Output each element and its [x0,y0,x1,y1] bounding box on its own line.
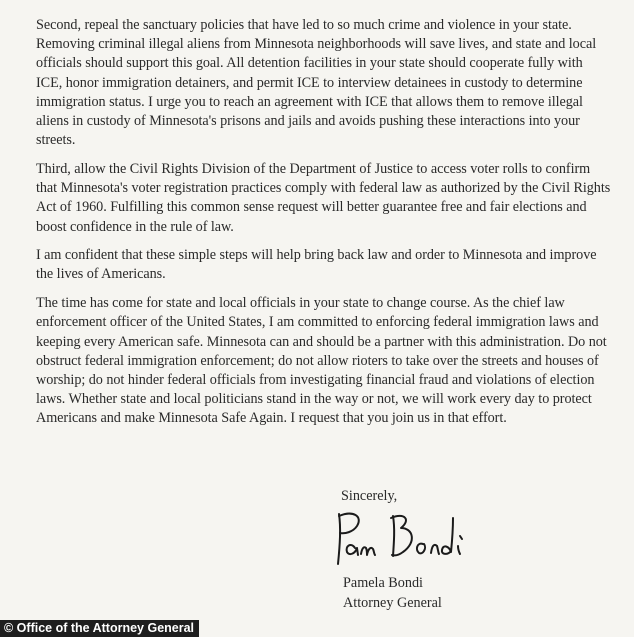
closing-salutation: Sincerely, [341,488,398,504]
paragraph-sanctuary-policies: Second, repeal the sanctuary policies that have led to so much crime and violence in your state. Removing criminal illegal aliens from Minnesota neighborhoods will save lives, and state and local officials should support this goal. All detention facilities in your state should cooperate fully with ICE, honor immigration detainers, and permit ICE to interview detainees in custody to determine immigration status. I urge you to reach an agreement with ICE that allows them to remove illegal aliens in custody of Minnesota's prisons and jails and avoids pushing these interactions into your streets. [36,17,597,149]
paragraph-voter-rolls: Third, allow the Civil Rights Division of the Department of Justice to access voter rolls to confirm that Minnesota's voter registration practices comply with federal law as authorized by the Civil Rights Act of 1960. Fulfilling this common sense request will better guarantee free and fair elections and boost confidence in the rule of law. [36,160,611,235]
signer-name: Pamela Bondi [343,575,423,591]
handwritten-signature [331,508,471,570]
signer-block [343,573,442,613]
letter-body [36,16,611,438]
paragraph-confidence: I am confident that these simple steps will help bring back law and order to Minnesota and improve the lives of Americans. [36,247,597,283]
photo-credit: © Office of the Attorney General [0,620,199,637]
signer-title: Attorney General [343,595,442,611]
paragraph-change-course: The time has come for state and local officials in your state to change course. As the chief law enforcement officer of the United States, I am committed to enforcing federal immigration laws and keeping every American safe. Minnesota can and should be a partner with this administration. Do not obstruct federal immigration enforcement; do not allow rioters to take over the streets and houses of worship; do not hinder federal officials from investigating financial fraud and violations of election laws. Whether state and local politicians stand in the way or not, we will work every day to protect Americans and make Minnesota Safe Again. I request that you join us in that effort. [36,295,607,427]
